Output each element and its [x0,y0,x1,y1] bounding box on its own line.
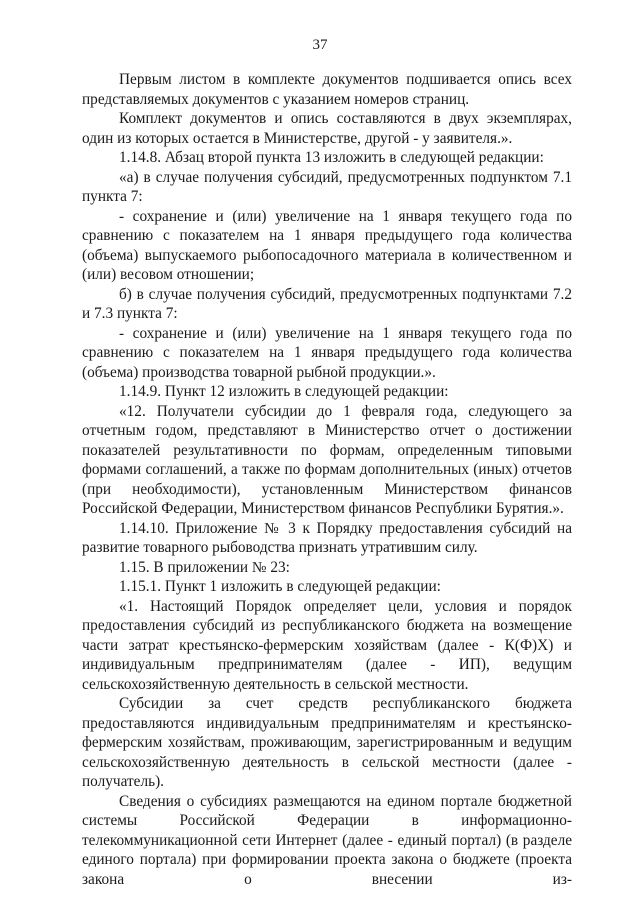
paragraph-subsidy-recipients: Субсидии за счет средств республиканского бюджета предоставляются индивидуальным предпринимателям и крестьянско-фермерским хозяйствам, проживающим, зарегистрированным и ведущим сельскохозяйственную деятельность в сельской местности (далее - получатель). [82,695,572,790]
paragraph-1-15: 1.15. В приложении № 23: [119,558,290,576]
paragraph-fish-products: - сохранение и (или) увеличение на 1 января текущего года по сравнению с показателем на 1 января предыдущего года количества (объема) производства товарной рыбной продукции.». [82,324,572,381]
paragraph-inventory-first-sheet: Первым листом в комплекте документов подшивается опись всех представляемых документов с указанием номеров страниц. [82,71,572,108]
paragraph-1-14-9: 1.14.9. Пункт 12 изложить в следующей редакции: [119,383,449,400]
paragraph-1-15-1: 1.15.1. Пункт 1 изложить в следующей редакции: [119,578,441,595]
paragraph-unified-portal: Сведения о субсидиях размещаются на едином портале бюджетной системы Российской Федерации в информационно-телекоммуникационной сети Интернет (далее - единый портал) (в разделе единого портала) при формировании проекта закона о бюджете (проекта закона о внесении из- [82,792,572,888]
paragraph-procedure-point-1: «1. Настоящий Порядок определяет цели, условия и порядок предоставления субсидий из республиканского бюджета на возмещение части затрат крестьянско-фермерским хозяйствам (далее - К(Ф)Х) и индивидуальным предпринимателям (далее - ИП), ведущим сельскохозяйственную деятельность в сельской местности. [82,597,572,693]
paragraph-fry-material: - сохранение и (или) увеличение на 1 января текущего года по сравнению с показателем на 1 января предыдущего года количества (объема) выпускаемого рыбопосадочного материала в количественном и (или) весовом отношении; [82,207,572,283]
paragraph-1-14-8: 1.14.8. Абзац второй пункта 13 изложить в следующей редакции: [119,149,544,166]
paragraph-point-12: «12. Получатели субсидии до 1 февраля года, следующего за отчетным годом, представляют в Министерство отчет о достижении показателей результативности по формам, определенным типовыми формами соглашений, а также по формам дополнительных (иных) отчетов (при необходимости), установленным Министерством финансов Российской Федерации, Министерством финансов Республики Бурятия.». [82,402,572,517]
paragraph-document-set-copies: Комплект документов и опись составляются в двух экземплярах, один из которых остается в Министерстве, другой - у заявителя.». [82,110,572,147]
paragraph-subsidy-b: б) в случае получения субсидий, предусмотренных подпунктами 7.2 и 7.3 пункта 7: [82,285,572,322]
document-body [82,70,572,889]
page-number: 37 [312,37,328,53]
paragraph-subsidy-a: «а) в случае получения субсидий, предусмотренных подпунктом 7.1 пункта 7: [82,168,572,205]
paragraph-1-14-10: 1.14.10. Приложение № 3 к Порядку предоставления субсидий на развитие товарного рыбоводства признать утратившим силу. [82,519,572,556]
